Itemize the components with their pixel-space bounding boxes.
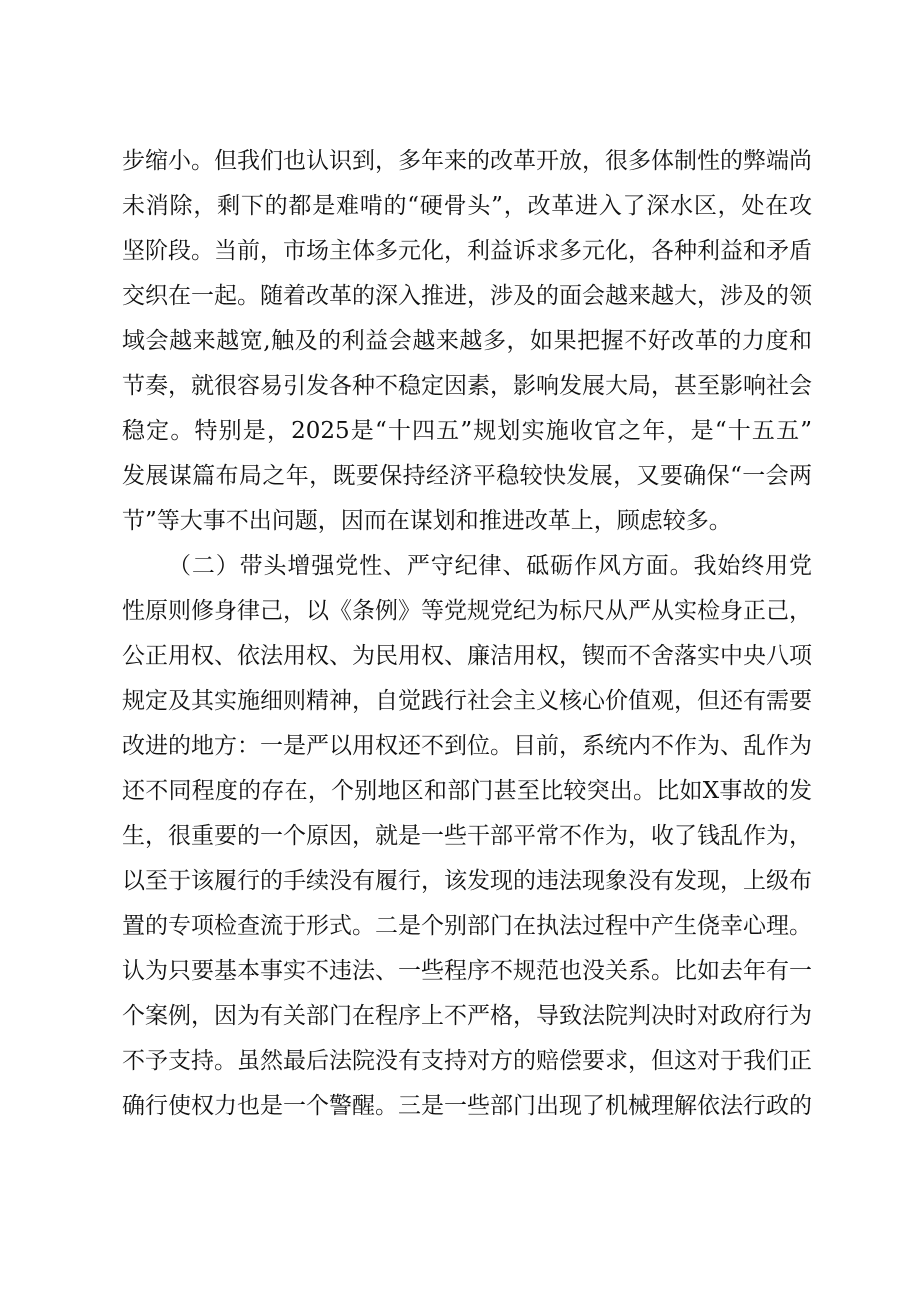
paragraph-line: 改进的地方：一是严以用权还不到位。目前，系统内不作为、乱作为 (122, 733, 812, 759)
paragraph-line: 规定及其实施细则精神，自觉践行社会主义核心价值观，但还有需要 (122, 688, 812, 714)
paragraph-line: 以至于该履行的手续没有履行，该发现的违法现象没有发现，上级布 (122, 868, 812, 894)
paragraph-line: 交织在一起。随着改革的深入推进，涉及的面会越来越大，涉及的领 (122, 283, 812, 309)
paragraph-line: 个案例，因为有关部门在程序上不严格，导致法院判决时对政府行为 (122, 1003, 812, 1029)
paragraph-line: 不予支持。虽然最后法院没有支持对方的赔偿要求，但这对于我们正 (122, 1048, 812, 1074)
paragraph-line: 节奏，就很容易引发各种不稳定因素，影响发展大局，甚至影响社会 (122, 373, 812, 399)
paragraph-line: 坚阶段。当前，市场主体多元化，利益诉求多元化，各种利益和矛盾 (122, 238, 812, 264)
paragraph-line: 确行使权力也是一个警醒。三是一些部门出现了机械理解依法行政的 (122, 1093, 812, 1119)
paragraph-line: 域会越来越宽,触及的利益会越来越多，如果把握不好改革的力度和 (122, 328, 812, 354)
paragraph-line: 性原则修身律己，以《条例》等党规党纪为标尺从严从实检身正己， (122, 598, 812, 624)
paragraph-line: 认为只要基本事实不违法、一些程序不规范也没关系。比如去年有一 (122, 958, 812, 984)
paragraph-line: 还不同程度的存在，个别地区和部门甚至比较突出。比如X事故的发 (122, 778, 812, 804)
paragraph-line: 发展谋篇布局之年，既要保持经济平稳较快发展，又要确保“一会两 (122, 463, 812, 489)
section-heading-line: （二）带头增强党性、严守纪律、砥砺作风方面。我始终用党 (168, 553, 812, 579)
paragraph-line: 稳定。特别是，2025是“十四五”规划实施收官之年，是“十五五” (122, 418, 812, 444)
paragraph-line: 生，很重要的一个原因，就是一些干部平常不作为，收了钱乱作为， (122, 823, 812, 849)
paragraph-line: 步缩小。但我们也认识到，多年来的改革开放，很多体制性的弊端尚 (122, 148, 812, 174)
paragraph-line: 未消除，剩下的都是难啃的“硬骨头”，改革进入了深水区，处在攻 (122, 193, 812, 219)
document-body (122, 139, 812, 1129)
paragraph-line: 置的专项检查流于形式。二是个别部门在执法过程中产生侥幸心理。 (122, 913, 812, 939)
paragraph-line: 节”等大事不出问题，因而在谋划和推进改革上，顾虑较多。 (122, 508, 732, 534)
paragraph-line: 公正用权、依法用权、为民用权、廉洁用权，锲而不舍落实中央八项 (122, 643, 812, 669)
